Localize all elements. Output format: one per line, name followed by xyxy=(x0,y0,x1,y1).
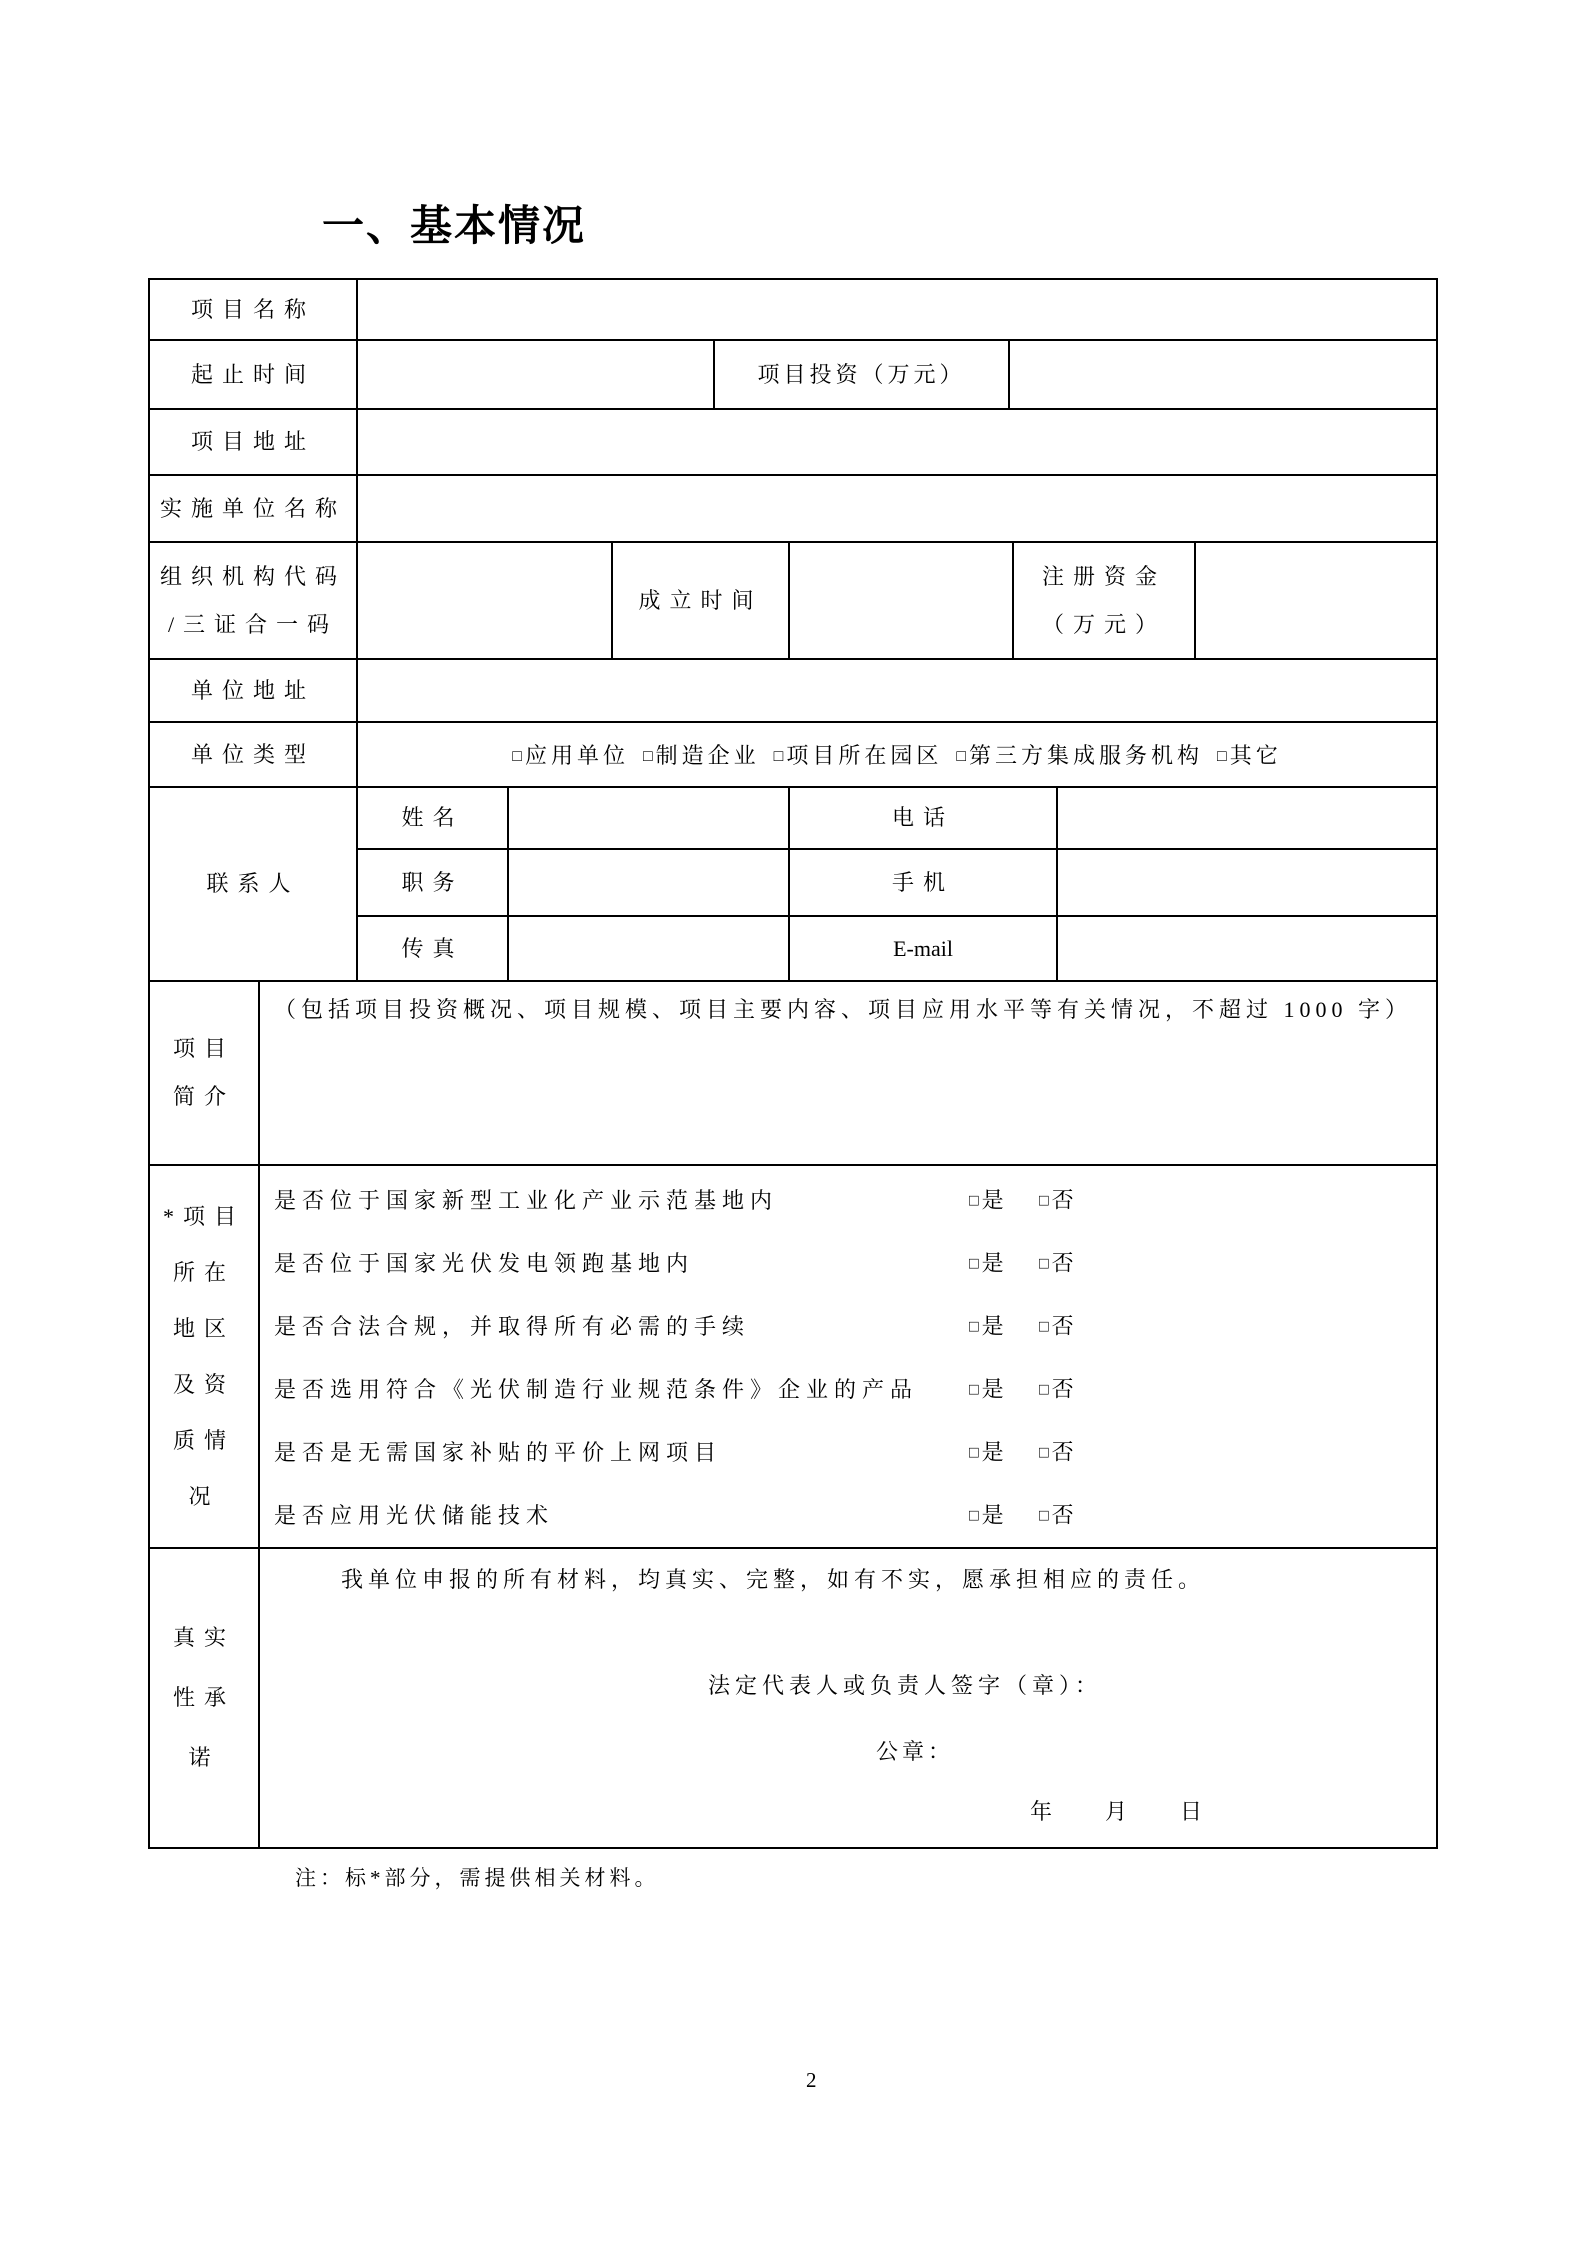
qualification-label-line: 所在 xyxy=(172,1259,235,1285)
contact-position-value-cell[interactable] xyxy=(509,850,790,915)
project-address-value-cell[interactable] xyxy=(358,410,1436,474)
contact-email-label: E-mail xyxy=(790,917,1058,980)
project-intro-label-line2: 简介 xyxy=(172,1084,235,1109)
qualification-label-line: 质情 xyxy=(172,1427,235,1453)
established-label: 成立时间 xyxy=(613,543,790,658)
established-value-cell[interactable] xyxy=(790,543,1014,658)
no-checkbox[interactable]: □ 否 xyxy=(1039,1439,1076,1465)
contact-subtable xyxy=(358,788,1436,980)
no-checkbox[interactable]: □ 否 xyxy=(1039,1502,1076,1528)
contact-phone-label: 电话 xyxy=(790,788,1058,848)
no-checkbox[interactable]: □ 否 xyxy=(1039,1376,1076,1402)
checkbox-icon[interactable]: □ xyxy=(969,1444,979,1462)
checkbox-icon[interactable]: □ xyxy=(1039,1507,1049,1525)
footnote: 注：标*部分，需提供相关材料。 xyxy=(295,1866,660,1890)
investment-label: 项目投资（万元） xyxy=(715,341,1010,408)
contact-label: 联系人 xyxy=(150,788,358,980)
checkbox-icon[interactable]: □ xyxy=(642,748,653,765)
date-line xyxy=(1030,1795,1202,1826)
question-text: 是否位于国家光伏发电领跑基地内 xyxy=(274,1250,695,1276)
project-intro-label xyxy=(150,982,260,1164)
date-month-label: 月 xyxy=(1105,1799,1128,1824)
unit-type-option-third-party[interactable] xyxy=(956,739,1203,770)
checkbox-icon[interactable]: □ xyxy=(956,748,967,765)
row-commitment xyxy=(150,1549,1436,1847)
contact-phone-value-cell[interactable] xyxy=(1058,788,1436,848)
question-line xyxy=(274,1231,1436,1294)
row-unit-type xyxy=(150,723,1436,788)
page-number: 2 xyxy=(806,2068,817,2092)
project-intro-hint: （包括项目投资概况、项目规模、项目主要内容、项目应用水平等有关情况，不超过 1000 字） xyxy=(274,997,1413,1022)
project-name-label: 项目名称 xyxy=(150,280,358,339)
contact-row-fax-email xyxy=(358,917,1436,980)
commitment-label-line: 真实 xyxy=(172,1625,235,1650)
investment-value-cell[interactable] xyxy=(1010,341,1436,408)
contact-fax-value-cell[interactable] xyxy=(509,917,790,980)
unit-type-option-label: 项目所在园区 xyxy=(786,743,943,768)
qualification-questions xyxy=(260,1166,1436,1547)
question-text: 是否合法合规，并取得所有必需的手续 xyxy=(274,1313,751,1339)
unit-type-label: 单位类型 xyxy=(150,723,358,786)
question-line xyxy=(274,1294,1436,1357)
qualification-label-line: 况 xyxy=(188,1483,220,1509)
row-implementing-unit xyxy=(150,476,1436,543)
org-code-label-line2: /三证合一码 xyxy=(167,611,339,637)
reg-capital-label-line2: （万元） xyxy=(1041,611,1166,637)
contact-fax-label: 传真 xyxy=(358,917,509,980)
commitment-statement: 我单位申报的所有材料，均真实、完整，如有不实，愿承担相应的责任。 xyxy=(341,1567,1206,1592)
project-name-value-cell[interactable] xyxy=(358,280,1436,339)
yes-checkbox[interactable]: □ 是 xyxy=(969,1439,1006,1465)
unit-type-option-label: 应用单位 xyxy=(524,743,629,768)
implementing-unit-label: 实施单位名称 xyxy=(150,476,358,541)
yes-checkbox[interactable]: □ 是 xyxy=(969,1313,1006,1339)
question-text: 是否应用光伏储能技术 xyxy=(274,1502,555,1528)
yes-checkbox[interactable]: □ 是 xyxy=(969,1376,1006,1402)
no-checkbox[interactable]: □ 否 xyxy=(1039,1313,1076,1339)
checkbox-icon[interactable]: □ xyxy=(969,1318,979,1336)
checkbox-icon[interactable]: □ xyxy=(969,1381,979,1399)
reg-capital-value-cell[interactable] xyxy=(1196,543,1436,658)
project-intro-value-cell[interactable] xyxy=(260,982,1436,1164)
contact-email-value-cell[interactable] xyxy=(1058,917,1436,980)
unit-address-value-cell[interactable] xyxy=(358,660,1436,721)
contact-mobile-value-cell[interactable] xyxy=(1058,850,1436,915)
row-project-name xyxy=(150,280,1436,341)
checkbox-icon[interactable]: □ xyxy=(1039,1318,1049,1336)
row-project-intro xyxy=(150,982,1436,1166)
unit-type-option-other[interactable] xyxy=(1217,739,1282,770)
project-intro-label-line1: 项目 xyxy=(172,1036,235,1061)
qualification-label-line: 及资 xyxy=(172,1371,235,1397)
checkbox-icon[interactable]: □ xyxy=(969,1507,979,1525)
question-line xyxy=(274,1420,1436,1483)
question-text: 是否位于国家新型工业化产业示范基地内 xyxy=(274,1187,779,1213)
checkbox-icon[interactable]: □ xyxy=(1039,1381,1049,1399)
basic-info-table xyxy=(148,278,1438,1849)
row-contact xyxy=(150,788,1436,982)
question-line xyxy=(274,1357,1436,1420)
org-code-label-line1: 组织机构代码 xyxy=(159,563,346,589)
contact-name-label: 姓名 xyxy=(358,788,509,848)
checkbox-icon[interactable]: □ xyxy=(1039,1444,1049,1462)
date-year-label: 年 xyxy=(1030,1799,1053,1824)
yes-checkbox[interactable]: □ 是 xyxy=(969,1187,1006,1213)
unit-type-option-manufacturer[interactable] xyxy=(643,739,760,770)
unit-type-option-application-unit[interactable] xyxy=(512,739,629,770)
row-duration xyxy=(150,341,1436,410)
row-project-address xyxy=(150,410,1436,476)
row-org-code xyxy=(150,543,1436,660)
unit-type-option-project-park[interactable] xyxy=(774,739,943,770)
checkbox-icon[interactable]: □ xyxy=(1217,748,1227,765)
section-title: 一、基本情况 xyxy=(322,202,587,249)
checkbox-icon[interactable]: □ xyxy=(1039,1255,1049,1273)
row-qualification xyxy=(150,1166,1436,1549)
qualification-label xyxy=(150,1166,260,1547)
question-text: 是否选用符合《光伏制造行业规范条件》企业的产品 xyxy=(274,1376,919,1402)
duration-label: 起止时间 xyxy=(150,341,358,408)
checkbox-icon[interactable]: □ xyxy=(773,748,784,765)
checkbox-icon[interactable]: □ xyxy=(512,748,522,765)
date-day-label: 日 xyxy=(1180,1799,1203,1824)
question-line xyxy=(274,1483,1436,1546)
unit-type-option-label: 第三方集成服务机构 xyxy=(969,743,1204,768)
org-code-value-cell[interactable] xyxy=(358,543,613,658)
commitment-label-line: 诺 xyxy=(188,1745,220,1770)
yes-checkbox[interactable]: □ 是 xyxy=(969,1502,1006,1528)
no-checkbox[interactable]: □ 否 xyxy=(1039,1250,1076,1276)
unit-type-option-label: 制造企业 xyxy=(655,743,760,768)
unit-type-options xyxy=(358,723,1436,786)
org-code-label xyxy=(150,543,358,658)
unit-type-option-label: 其它 xyxy=(1229,743,1282,768)
question-line xyxy=(274,1168,1436,1231)
qualification-label-line: 地区 xyxy=(172,1315,235,1341)
unit-address-label: 单位地址 xyxy=(150,660,358,721)
signature-line: 法定代表人或负责人签字（章）： xyxy=(708,1673,1103,1698)
implementing-unit-value-cell[interactable] xyxy=(358,476,1436,541)
reg-capital-label xyxy=(1014,543,1196,658)
commitment-label-line: 性承 xyxy=(172,1685,235,1710)
contact-name-value-cell[interactable] xyxy=(509,788,790,848)
question-text: 是否是无需国家补贴的平价上网项目 xyxy=(274,1439,723,1465)
reg-capital-label-line1: 注册资金 xyxy=(1041,563,1166,589)
contact-mobile-label: 手机 xyxy=(790,850,1058,915)
contact-row-position-mobile xyxy=(358,850,1436,917)
contact-row-name-phone xyxy=(358,788,1436,850)
no-checkbox[interactable]: □ 否 xyxy=(1039,1187,1076,1213)
qualification-label-line: *项目 xyxy=(162,1203,245,1229)
commitment-label xyxy=(150,1549,260,1847)
checkbox-icon[interactable]: □ xyxy=(969,1192,979,1210)
yes-checkbox[interactable]: □ 是 xyxy=(969,1250,1006,1276)
commitment-content xyxy=(260,1549,1436,1847)
project-address-label: 项目地址 xyxy=(150,410,358,474)
seal-line: 公章： xyxy=(876,1739,955,1764)
duration-value-cell[interactable] xyxy=(358,341,715,408)
checkbox-icon[interactable]: □ xyxy=(969,1255,979,1273)
row-unit-address xyxy=(150,660,1436,723)
contact-position-label: 职务 xyxy=(358,850,509,915)
checkbox-icon[interactable]: □ xyxy=(1039,1192,1049,1210)
